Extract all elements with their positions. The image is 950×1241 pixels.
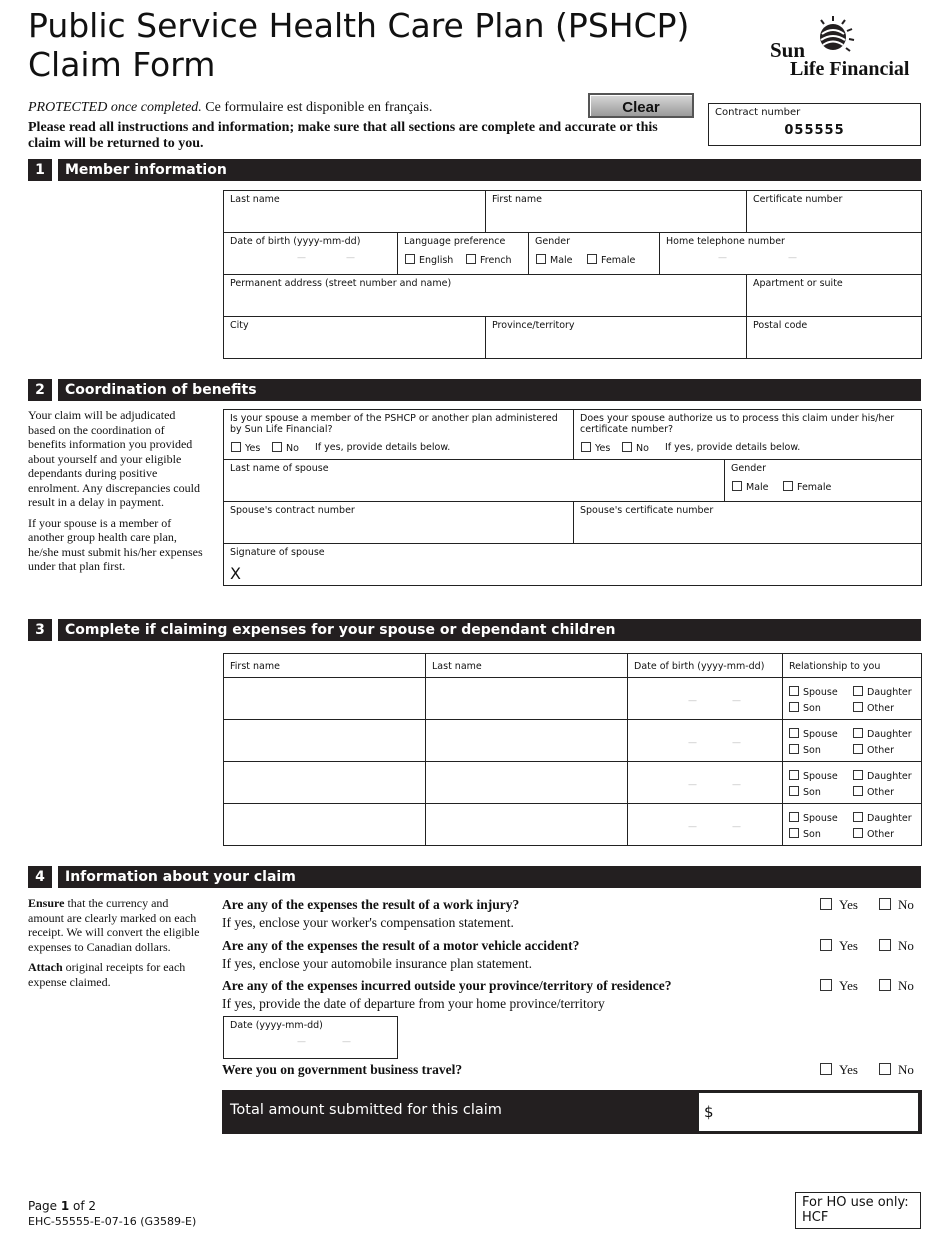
checkbox[interactable] xyxy=(783,481,793,491)
claim-notes xyxy=(28,896,204,995)
dependant-first-name-field[interactable] xyxy=(223,719,426,762)
contract-number-field xyxy=(708,103,921,146)
dependant-first-name-field[interactable] xyxy=(223,677,426,720)
total-amount-row xyxy=(222,1090,922,1134)
motor-vehicle-yes[interactable] xyxy=(820,938,858,954)
female-option[interactable] xyxy=(783,481,831,493)
field-label: Permanent address (street number and name) xyxy=(230,278,452,289)
son-option[interactable] xyxy=(789,786,821,798)
french-option[interactable] xyxy=(466,254,512,266)
coordination-note-2: If your spouse is a member of another group health care plan, he/she must submit his/her expenses under that plan first. xyxy=(28,515,203,573)
option-label: Son xyxy=(803,703,821,714)
section-4-header xyxy=(28,866,921,888)
instructions: Please read all instructions and information; make sure that all sections are complete and accurate or this claim will be returned to you. xyxy=(28,120,658,151)
checkbox[interactable] xyxy=(231,442,241,452)
checkbox[interactable] xyxy=(879,1063,891,1075)
date-separator: — xyxy=(732,738,741,748)
checkbox[interactable] xyxy=(853,812,863,822)
daughter-option[interactable] xyxy=(853,728,912,740)
field-label: Gender xyxy=(731,463,767,474)
daughter-option[interactable] xyxy=(853,770,912,782)
daughter-option[interactable] xyxy=(853,812,912,824)
question-text: Does your spouse authorize us to process this claim under his/her certificate number? xyxy=(580,413,895,435)
field-label: Gender xyxy=(535,236,571,247)
checkbox[interactable] xyxy=(272,442,282,452)
ho-use-code: HCF xyxy=(802,1210,829,1225)
question-text: Is your spouse a member of the PSHCP or another plan administered by Sun Life Financial? xyxy=(230,413,558,435)
date-separator: — xyxy=(342,1037,351,1047)
last-name-field[interactable] xyxy=(223,190,486,233)
dependant-relationship-field xyxy=(782,761,922,804)
option-label: Yes xyxy=(839,938,858,953)
option-label: Spouse xyxy=(803,771,838,782)
dependant-header-first-name xyxy=(223,653,426,678)
contract-number-value: 055555 xyxy=(784,123,845,138)
other-option[interactable] xyxy=(853,786,894,798)
dependant-dob-field[interactable] xyxy=(627,761,783,804)
option-label: French xyxy=(480,255,512,266)
page-current: 1 xyxy=(60,1199,70,1213)
checkbox[interactable] xyxy=(879,939,891,951)
section-number: 3 xyxy=(28,619,52,641)
option-label: Yes xyxy=(839,978,858,993)
english-option[interactable] xyxy=(405,254,453,266)
field-label: Date (yyyy-mm-dd) xyxy=(230,1020,323,1031)
section-title: Information about your claim xyxy=(58,866,921,888)
dependant-relationship-field xyxy=(782,677,922,720)
protected-notice xyxy=(28,100,432,116)
field-label: Spouse's certificate number xyxy=(580,505,714,516)
french-available-text: Ce formulaire est disponible en français. xyxy=(201,100,433,115)
spouse-signature-field[interactable] xyxy=(223,543,922,586)
question-motor-vehicle: Are any of the expenses the result of a motor vehicle accident? xyxy=(222,938,580,953)
if-yes-note: If yes, provide details below. xyxy=(315,442,451,453)
checkbox[interactable] xyxy=(820,979,832,991)
permanent-address-field[interactable] xyxy=(223,274,747,317)
checkbox[interactable] xyxy=(789,744,799,754)
checkbox[interactable] xyxy=(853,702,863,712)
ensure-text: that the currency and amount are clearly marked on each receipt. We will convert the eligible expenses to Canadian dollars. xyxy=(28,896,200,954)
option-label: Other xyxy=(867,829,894,840)
phone-separator: — xyxy=(718,253,727,263)
option-label: Other xyxy=(867,787,894,798)
checkbox[interactable] xyxy=(853,744,863,754)
dependant-relationship-field xyxy=(782,719,922,762)
outside-province-no[interactable] xyxy=(879,978,914,994)
yes-option[interactable] xyxy=(231,442,260,454)
field-label: City xyxy=(230,320,249,331)
option-label: Spouse xyxy=(803,729,838,740)
field-label: Apartment or suite xyxy=(753,278,843,289)
option-label: Male xyxy=(550,255,573,266)
checkbox[interactable] xyxy=(581,442,591,452)
spouse-option[interactable] xyxy=(789,686,838,698)
protected-text: PROTECTED once completed. xyxy=(28,100,202,115)
option-label: No xyxy=(898,897,914,912)
attach-note xyxy=(28,960,204,989)
date-separator: — xyxy=(297,1037,306,1047)
dependant-last-name-field[interactable] xyxy=(425,677,628,720)
dependant-first-name-field[interactable] xyxy=(223,761,426,804)
male-option[interactable] xyxy=(536,254,573,266)
dependant-dob-field[interactable] xyxy=(627,803,783,846)
dependant-dob-field[interactable] xyxy=(627,677,783,720)
field-label: Signature of spouse xyxy=(230,547,325,558)
daughter-option[interactable] xyxy=(853,686,912,698)
option-label: Yes xyxy=(839,1062,858,1077)
other-option[interactable] xyxy=(853,744,894,756)
option-label: Son xyxy=(803,745,821,756)
spouse-option[interactable] xyxy=(789,812,838,824)
checkbox[interactable] xyxy=(820,898,832,910)
ho-use-box xyxy=(795,1192,921,1229)
dependant-header-relationship xyxy=(782,653,922,678)
option-label: No xyxy=(898,978,914,993)
section-1-header xyxy=(28,159,921,181)
checkbox[interactable] xyxy=(789,812,799,822)
question-business-travel: Were you on government business travel? xyxy=(222,1062,463,1077)
field-label: Certificate number xyxy=(753,194,843,205)
date-separator: — xyxy=(688,780,697,790)
work-injury-yes[interactable] xyxy=(820,897,858,913)
section-2-header xyxy=(28,379,921,401)
other-option[interactable] xyxy=(853,828,894,840)
date-separator: — xyxy=(732,696,741,706)
field-label: Date of birth (yyyy-mm-dd) xyxy=(230,236,361,247)
option-label: Yes xyxy=(595,443,611,454)
section-title: Coordination of benefits xyxy=(58,379,921,401)
total-amount-label: Total amount submitted for this claim xyxy=(230,1102,502,1118)
checkbox[interactable] xyxy=(853,728,863,738)
departure-date-field[interactable] xyxy=(223,1016,398,1059)
page-suffix: of 2 xyxy=(69,1199,97,1213)
option-label: Male xyxy=(746,482,769,493)
column-header: Relationship to you xyxy=(789,661,881,672)
dependant-header-last-name xyxy=(425,653,628,678)
checkbox[interactable] xyxy=(789,728,799,738)
female-option[interactable] xyxy=(587,254,635,266)
checkbox[interactable] xyxy=(789,770,799,780)
checkbox[interactable] xyxy=(879,898,891,910)
sun-logo-icon xyxy=(810,14,856,60)
apartment-field[interactable] xyxy=(746,274,922,317)
clear-button[interactable]: Clear xyxy=(588,93,694,118)
dollar-sign: $ xyxy=(704,1103,714,1121)
contract-number-label: Contract number xyxy=(715,107,801,118)
sun-life-logo xyxy=(770,14,925,84)
field-label: Postal code xyxy=(753,320,808,331)
city-field[interactable] xyxy=(223,316,486,359)
date-separator: — xyxy=(346,253,355,263)
son-option[interactable] xyxy=(789,702,821,714)
dependant-header-dob xyxy=(627,653,783,678)
question-work-injury-note: If yes, enclose your worker's compensation statement. xyxy=(222,915,514,930)
gender-field xyxy=(528,232,660,275)
option-label: Daughter xyxy=(867,813,912,824)
spouse-certificate-field[interactable] xyxy=(573,501,922,544)
option-label: No xyxy=(898,1062,914,1077)
spouse-option[interactable] xyxy=(789,770,838,782)
checkbox[interactable] xyxy=(820,939,832,951)
option-label: Son xyxy=(803,787,821,798)
field-label: First name xyxy=(492,194,542,205)
business-travel-no[interactable] xyxy=(879,1062,914,1078)
spouse-option[interactable] xyxy=(789,728,838,740)
field-label: Home telephone number xyxy=(666,236,785,247)
spouse-member-question xyxy=(223,409,574,460)
son-option[interactable] xyxy=(789,744,821,756)
son-option[interactable] xyxy=(789,828,821,840)
coordination-notes xyxy=(28,408,204,580)
province-field[interactable] xyxy=(485,316,747,359)
question-motor-vehicle-note: If yes, enclose your automobile insurance plan statement. xyxy=(222,956,533,971)
work-injury-no[interactable] xyxy=(879,897,914,913)
checkbox[interactable] xyxy=(622,442,632,452)
date-separator: — xyxy=(732,780,741,790)
checkbox[interactable] xyxy=(853,786,863,796)
date-separator: — xyxy=(688,696,697,706)
dependant-last-name-field[interactable] xyxy=(425,803,628,846)
attach-bold: Attach xyxy=(28,960,63,974)
column-header: Last name xyxy=(432,661,482,672)
motor-vehicle-no[interactable] xyxy=(879,938,914,954)
option-label: Son xyxy=(803,829,821,840)
outside-province-yes[interactable] xyxy=(820,978,858,994)
logo-text-sun: Sun xyxy=(770,38,806,62)
option-label: English xyxy=(419,255,454,266)
option-label: Female xyxy=(797,482,832,493)
dob-field[interactable] xyxy=(223,232,398,275)
language-preference-field xyxy=(397,232,529,275)
spouse-gender-field xyxy=(724,459,922,502)
dependant-relationship-field xyxy=(782,803,922,846)
option-label: Spouse xyxy=(803,813,838,824)
spouse-authorize-question xyxy=(573,409,922,460)
field-label: Last name of spouse xyxy=(230,463,329,474)
date-separator: — xyxy=(297,253,306,263)
section-number: 2 xyxy=(28,379,52,401)
field-label: Province/territory xyxy=(492,320,575,331)
section-number: 1 xyxy=(28,159,52,181)
male-option[interactable] xyxy=(732,481,769,493)
section-title: Complete if claiming expenses for your spouse or dependant children xyxy=(58,619,921,641)
no-option[interactable] xyxy=(272,442,299,454)
option-label: Other xyxy=(867,745,894,756)
first-name-field[interactable] xyxy=(485,190,747,233)
checkbox[interactable] xyxy=(789,786,799,796)
spouse-contract-field[interactable] xyxy=(223,501,574,544)
coordination-note-1: Your claim will be adjudicated based on the coordination of benefits information you provided about yourself and your eligible dependants during positive enrolment. Any discrepancies could result in a delay in payment. xyxy=(28,408,200,509)
field-label: Spouse's contract number xyxy=(230,505,355,516)
checkbox[interactable] xyxy=(879,979,891,991)
option-label: No xyxy=(636,443,649,454)
section-number: 4 xyxy=(28,866,52,888)
dependant-last-name-field[interactable] xyxy=(425,719,628,762)
logo-text-life-financial: Life Financial xyxy=(790,58,910,80)
option-label: No xyxy=(286,443,299,454)
dependant-last-name-field[interactable] xyxy=(425,761,628,804)
option-label: Yes xyxy=(839,897,858,912)
other-option[interactable] xyxy=(853,702,894,714)
checkbox[interactable] xyxy=(853,686,863,696)
field-label: Last name xyxy=(230,194,280,205)
question-outside-province-note: If yes, provide the date of departure from your home province/territory xyxy=(222,996,605,1011)
section-title: Member information xyxy=(58,159,921,181)
checkbox[interactable] xyxy=(587,254,597,264)
option-label: Daughter xyxy=(867,687,912,698)
title-line-2: Claim Form xyxy=(28,45,216,84)
checkbox[interactable] xyxy=(732,481,742,491)
checkbox[interactable] xyxy=(789,828,799,838)
ensure-note xyxy=(28,896,204,954)
dependant-dob-field[interactable] xyxy=(627,719,783,762)
page-number xyxy=(28,1199,96,1213)
dependant-first-name-field[interactable] xyxy=(223,803,426,846)
option-label: Yes xyxy=(245,443,261,454)
checkbox[interactable] xyxy=(853,828,863,838)
field-label: Language preference xyxy=(404,236,506,247)
date-separator: — xyxy=(732,822,741,832)
question-work-injury: Are any of the expenses the result of a work injury? xyxy=(222,897,520,912)
column-header: First name xyxy=(230,661,280,672)
yes-option[interactable] xyxy=(581,442,610,454)
business-travel-yes[interactable] xyxy=(820,1062,858,1078)
phone-separator: — xyxy=(788,253,797,263)
option-label: No xyxy=(898,938,914,953)
page-prefix: Page xyxy=(28,1199,61,1213)
checkbox[interactable] xyxy=(820,1063,832,1075)
ensure-bold: Ensure xyxy=(28,896,65,910)
option-label: Female xyxy=(601,255,636,266)
section-3-header xyxy=(28,619,921,641)
postal-code-field[interactable] xyxy=(746,316,922,359)
option-label: Daughter xyxy=(867,729,912,740)
checkbox[interactable] xyxy=(405,254,415,264)
option-label: Daughter xyxy=(867,771,912,782)
attach-text: original receipts for each expense claimed. xyxy=(28,960,186,989)
checkbox[interactable] xyxy=(466,254,476,264)
checkbox[interactable] xyxy=(536,254,546,264)
total-amount-input[interactable] xyxy=(698,1092,919,1132)
question-outside-province: Are any of the expenses incurred outside your province/territory of residence? xyxy=(222,978,672,993)
checkbox[interactable] xyxy=(789,686,799,696)
signature-x-mark: X xyxy=(230,564,241,583)
form-code: EHC-55555-E-07-16 (G3589-E) xyxy=(28,1215,197,1228)
checkbox[interactable] xyxy=(853,770,863,780)
if-yes-note: If yes, provide details below. xyxy=(665,442,801,453)
ho-use-label: For HO use only: xyxy=(802,1195,909,1210)
option-label: Spouse xyxy=(803,687,838,698)
column-header: Date of birth (yyyy-mm-dd) xyxy=(634,661,765,672)
title-line-1: Public Service Health Care Plan (PSHCP) xyxy=(28,6,690,45)
spouse-last-name-field[interactable] xyxy=(223,459,725,502)
checkbox[interactable] xyxy=(789,702,799,712)
page-title xyxy=(28,6,689,84)
date-separator: — xyxy=(688,822,697,832)
no-option[interactable] xyxy=(622,442,649,454)
certificate-number-field[interactable] xyxy=(746,190,922,233)
date-separator: — xyxy=(688,738,697,748)
home-telephone-field[interactable] xyxy=(659,232,922,275)
option-label: Other xyxy=(867,703,894,714)
